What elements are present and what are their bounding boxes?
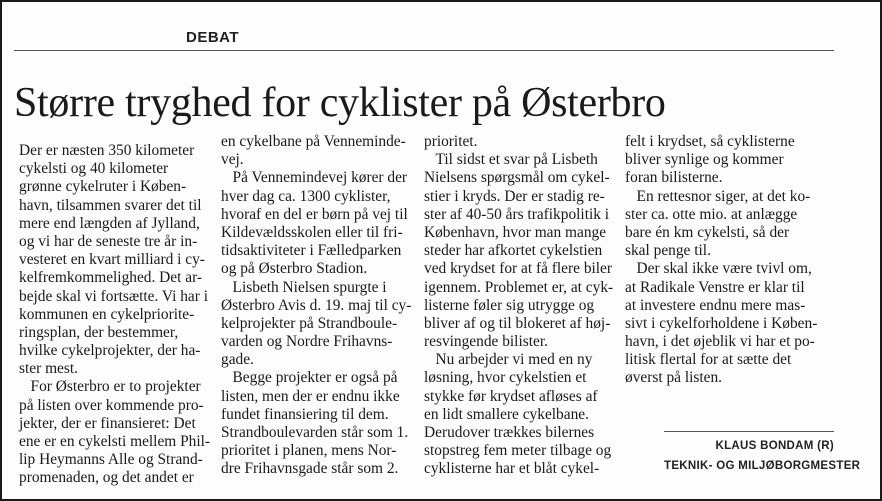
text-line: Til sidst et svar på Lisbeth [424,151,598,169]
text-line: foran bilisterne. [625,169,723,187]
text-line: litisk flertal for at sætte det [625,351,792,369]
text-line: vej. [221,151,244,169]
text-line: hvilke cykelprojekter, der ha- [19,342,201,360]
text-line: løsning, hvor cykelstien et [424,369,587,387]
text-line: På Vennemindevej kører der [221,169,408,187]
text-line: igennem. Problemet er, at cyk- [424,278,614,296]
text-line: promenaden, og det andet er [19,469,194,487]
text-line: på listen over kommende pro- [19,396,204,414]
text-line: Østerbro Avis d. 19. maj til cy- [221,296,412,314]
text-line: grønne cykelruter i Køben- [19,178,187,196]
text-column-3 [424,133,613,479]
text-line: og vi har de seneste tre år in- [19,232,198,250]
text-line: bliver af og til blokeret af høj- [424,314,611,332]
text-column-1 [19,142,210,488]
text-line: Der er næsten 350 kilometer [19,142,195,159]
text-line: at Radikale Venstre er klar til [625,278,805,296]
text-line: en lidt smallere cykelbane. [424,405,589,423]
text-line: hvoraf en del er børn på vej til [221,205,408,223]
text-column-2 [221,133,411,479]
text-line: cyklisterne har et blåt cykel- [424,460,600,478]
text-line: ster mest. [19,360,78,378]
text-line: at investere endnu mere mas- [625,296,806,314]
text-line: En rettesnor siger, at det ko- [625,187,811,205]
text-line: varden og Nordre Frihavns- [221,333,393,351]
text-line: ster ca. otte mio. at anlægge [625,205,798,223]
text-line: prioritet i planen, mens Nor- [221,442,397,460]
text-line: hver dag ca. 1300 cyklister, [221,187,391,205]
text-line: havn, tilsammen svarer det til [19,196,202,214]
author-name: KLAUS BONDAM (R) [715,440,834,452]
text-line: listerne føler sig utrygge og [424,296,595,314]
headline: Større tryghed for cyklister på Østerbro [14,80,666,126]
section-label: DEBAT [186,29,240,46]
text-line: Der skal ikke være tvivl om, [625,260,812,278]
text-line: Begge projekter er også på [221,369,398,387]
text-line: gade. [221,351,254,369]
text-line: skal penge til. [625,242,711,260]
text-line: fundet finansiering til dem. [221,405,389,423]
author-title: TEKNIK- OG MILJØBORGMESTER [664,460,861,472]
text-line: København, hvor man mange [424,223,607,241]
text-line: øverst på listen. [625,369,723,387]
text-line: cykelsti og 40 kilometer [19,160,169,178]
text-line: steder har afkortet cykelstien [424,242,603,260]
text-line: ster af 40-50 års trafikpolitik i [424,205,610,223]
text-line: ene er en cykelsti mellem Phil- [19,433,211,450]
text-line: en cykelbane på Venneminde- [221,133,406,150]
text-line: prioritet. [424,133,478,150]
text-line: sivt i cykelforholdene i Køben- [625,314,818,332]
text-line: kommunen en cykelprioritе- [19,305,195,323]
signature-rule [664,431,834,432]
text-line: vesteret en kvart milliard i cy- [19,251,205,269]
text-line: ringsplan, der bestemmer, [19,323,179,341]
text-line: ved krydset for at få flere biler [424,260,613,278]
text-line: tidsaktiviteter i Fælledparken [221,242,402,260]
text-column-4 [625,133,817,388]
text-line: stykke før krydset afløses af [424,387,598,405]
text-line: Kildevældsskolen eller til fri- [221,223,403,241]
text-line: Nielsens spørgsmål om cykel- [424,169,610,187]
text-line: kelfremkommelighed. Det ar- [19,269,203,287]
text-line: resvingende bilister. [424,333,548,351]
text-line: Nu arbejder vi med en ny [424,351,593,369]
text-line: dre Frihavnsgade står som 2. [221,460,399,478]
text-line: bejde skal vi fortsætte. Vi har i [19,287,209,305]
text-line: listen, men der er endnu ikke [221,387,400,405]
text-line: jekter, der er finansieret: Det [19,414,196,432]
text-line: stier i kryds. Der er stadig re- [424,187,605,205]
text-line: Lisbeth Nielsen spurgte i [221,278,387,296]
text-line: havn, i det øjeblik vi har et po- [625,333,815,351]
text-line: stopstreg fem meter tilbage og [424,442,612,460]
text-line: bare én km cykelsti, så der [625,223,790,241]
text-line: lip Heymanns Alle og Strand- [19,451,203,469]
text-line: Strandboulevarden står som 1. [221,424,409,441]
text-line: bliver synlige og kommer [625,151,784,169]
text-line: og på Østerbro Stadion. [221,260,368,278]
top-rule [14,50,834,51]
text-line: Derudover trækkes bilernes [424,424,595,441]
text-line: For Østerbro er to projekter [19,378,201,396]
text-line: mere end længden af Jylland, [19,214,200,232]
text-line: felt i krydset, så cyklisterne [625,133,795,150]
text-line: kelprojekter på Strandboule- [221,314,398,332]
